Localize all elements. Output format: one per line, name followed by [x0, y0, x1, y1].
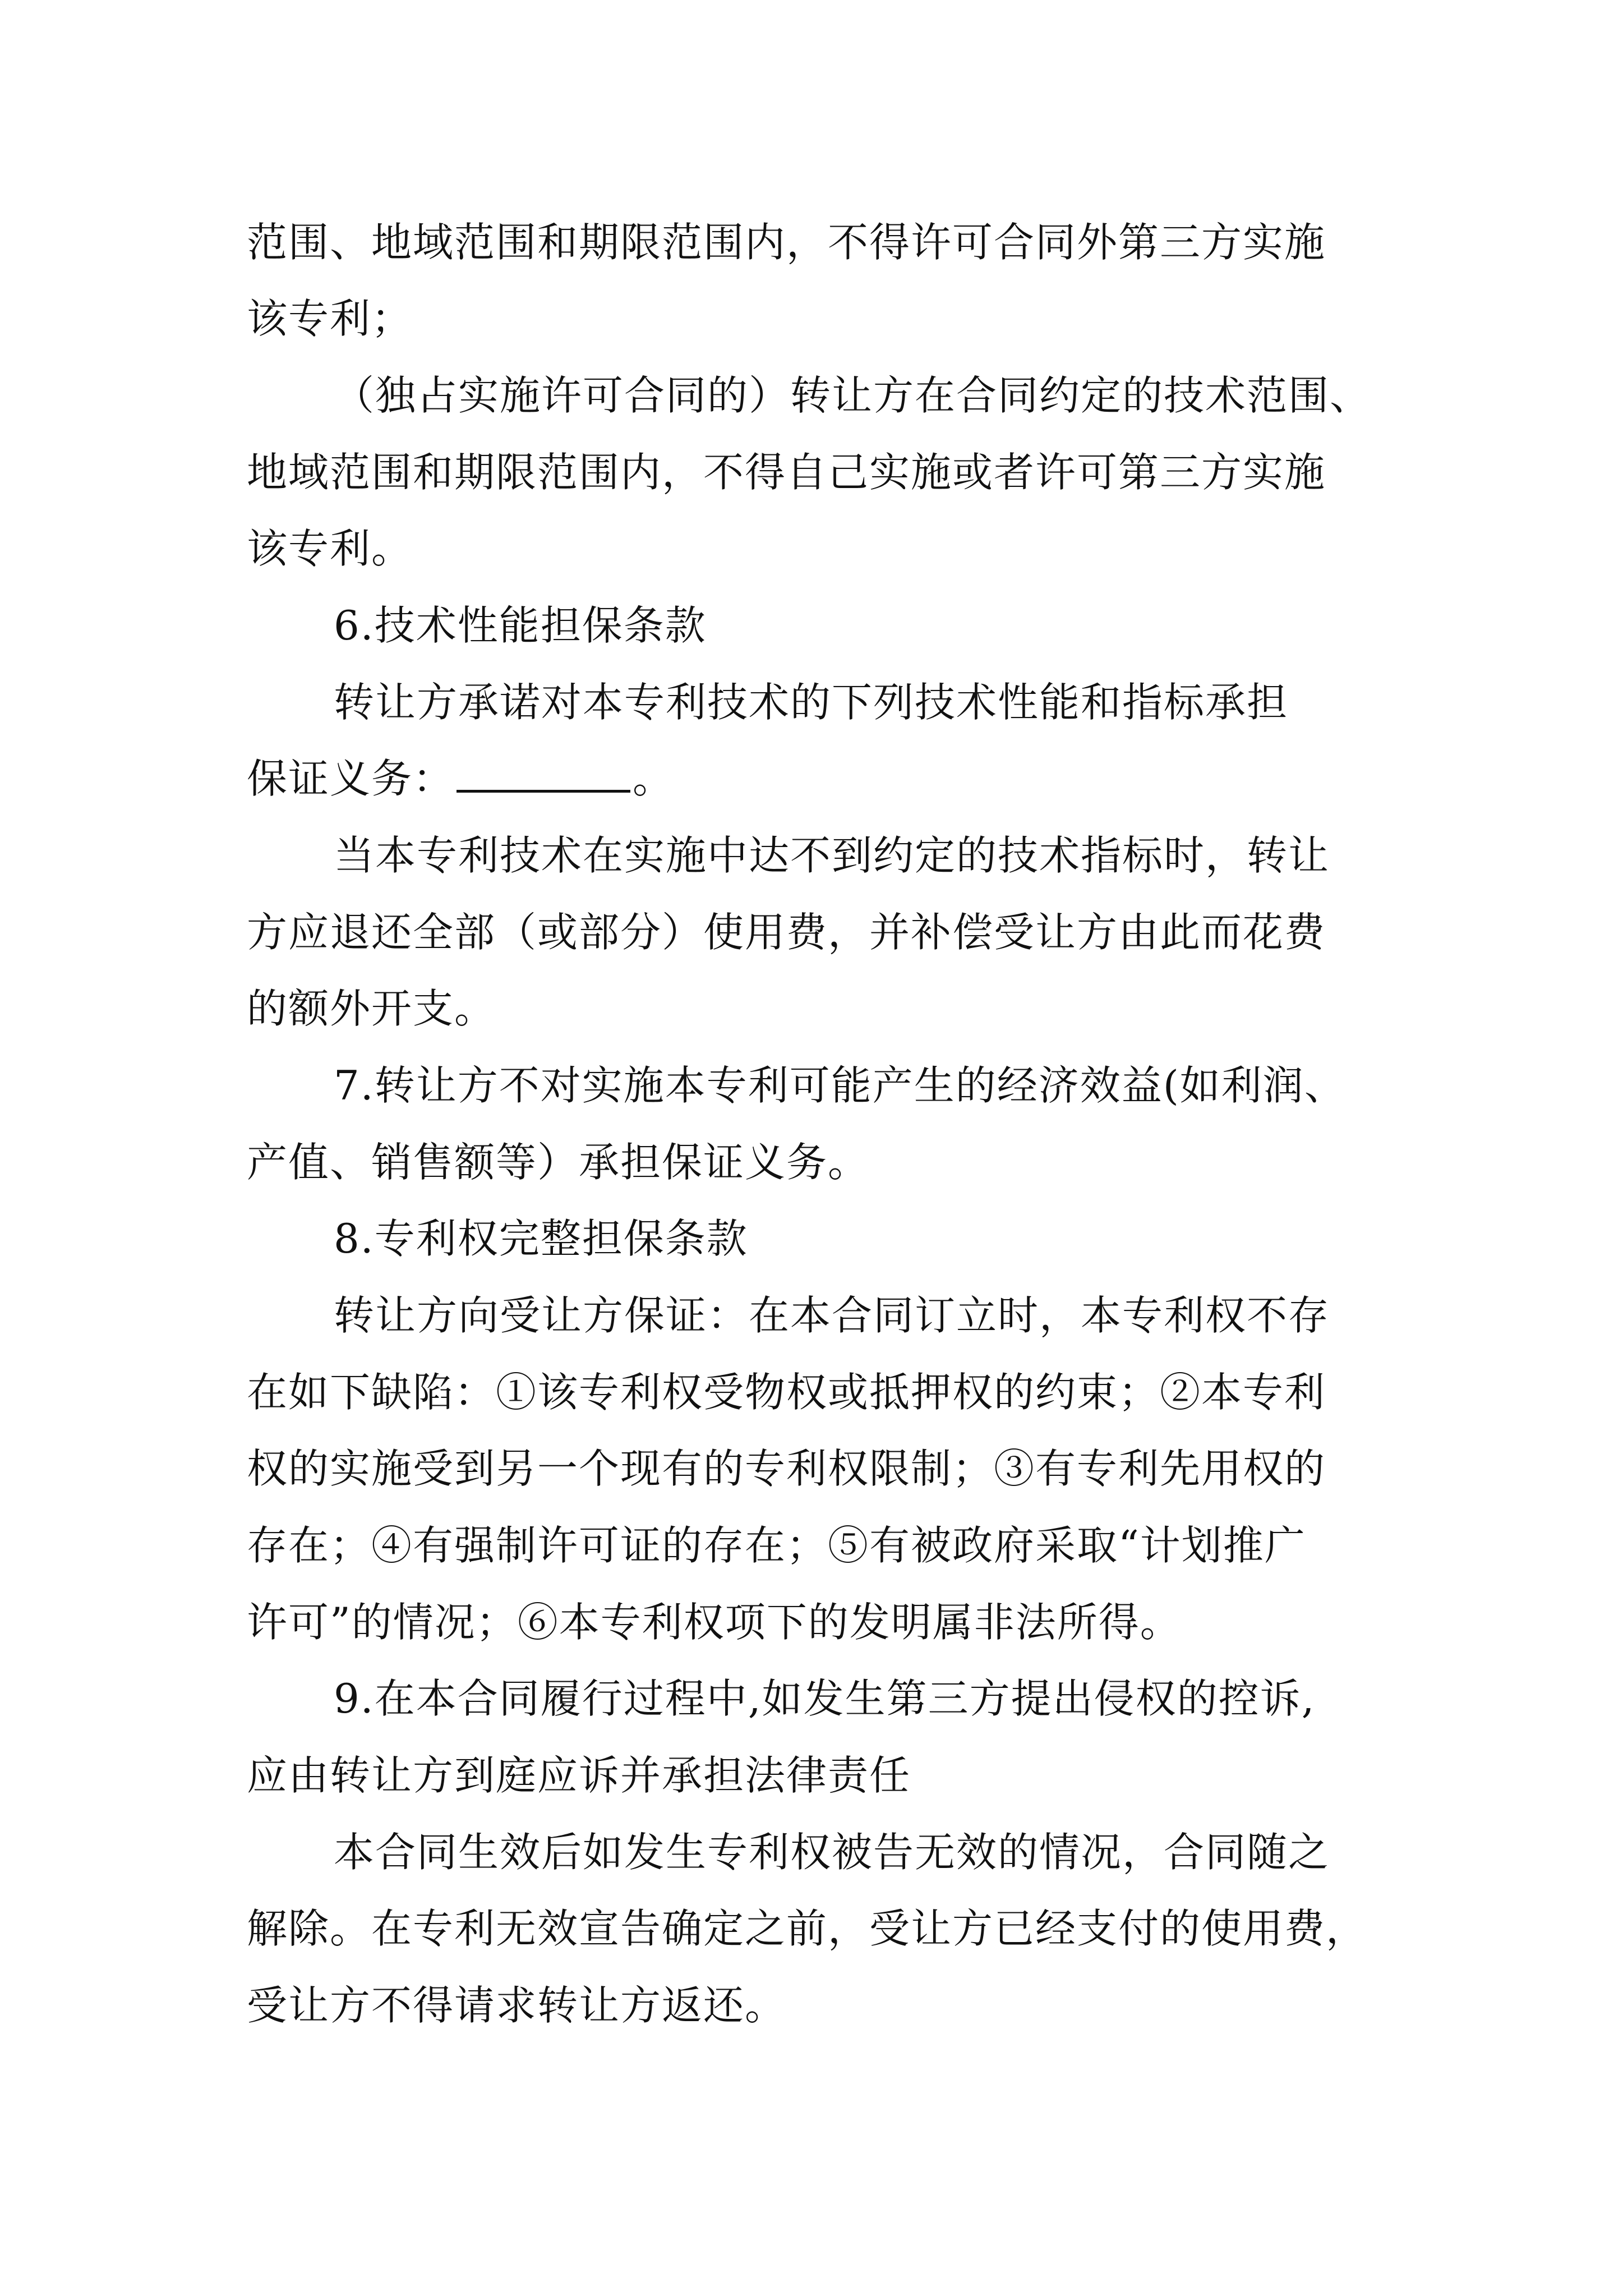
- text-line: 应由转让方到庭应诉并承担法律责任: [247, 1752, 911, 1799]
- text-line: 权的实施受到另一个现有的专利权限制；③有专利先用权的: [247, 1445, 1326, 1492]
- text-line: 的额外开支。: [247, 985, 496, 1032]
- text-fragment: 。: [633, 755, 675, 802]
- text-line: 转让方承诺对本专利技术的下列技术性能和指标承担: [334, 679, 1289, 726]
- section-heading: 8.专利权完整担保条款: [334, 1215, 748, 1262]
- text-line: 存在；④有强制许可证的存在；⑤有被政府采取“计划推广: [247, 1522, 1306, 1569]
- text-line: 该专利；: [247, 295, 413, 342]
- section-heading: 9.在本合同履行过程中,如发生第三方提出侵权的控诉,: [334, 1675, 1316, 1722]
- text-line: 产值、销售额等）承担保证义务。: [247, 1139, 870, 1186]
- section-heading: 7.转让方不对实施本专利可能产生的经济效益(如利润、: [334, 1062, 1346, 1109]
- text-line: 地域范围和期限范围内，不得自己实施或者许可第三方实施: [247, 449, 1326, 496]
- text-fragment: 保证义务：: [247, 755, 455, 802]
- text-line: 在如下缺陷：①该专利权受物权或抵押权的约束；②本专利: [247, 1369, 1326, 1416]
- text-line: 受让方不得请求转让方返还。: [247, 1982, 787, 2029]
- text-line: 许可”的情况；⑥本专利权项下的发明属非法所得。: [247, 1599, 1182, 1646]
- text-line: 当本专利技术在实施中达不到约定的技术指标时，转让: [334, 832, 1330, 879]
- text-line: 解除。在专利无效宣告确定之前，受让方已经支付的使用费，: [247, 1905, 1368, 1952]
- text-line: 方应退还全部（或部分）使用费，并补偿受让方由此而花费: [247, 909, 1326, 956]
- fill-in-blank: [457, 755, 630, 793]
- text-line: （独占实施许可合同的）转让方在合同约定的技术范围、: [334, 372, 1372, 419]
- section-heading: 6.技术性能担保条款: [334, 602, 707, 649]
- text-line: 本合同生效后如发生专利权被告无效的情况，合同随之: [334, 1829, 1330, 1876]
- text-line: 转让方向受让方保证：在本合同订立时，本专利权不存: [334, 1292, 1330, 1339]
- text-line: 范围、地域范围和期限范围内，不得许可合同外第三方实施: [247, 219, 1326, 266]
- text-line: 该专利。: [247, 525, 413, 572]
- text-line-with-blank: [247, 739, 674, 818]
